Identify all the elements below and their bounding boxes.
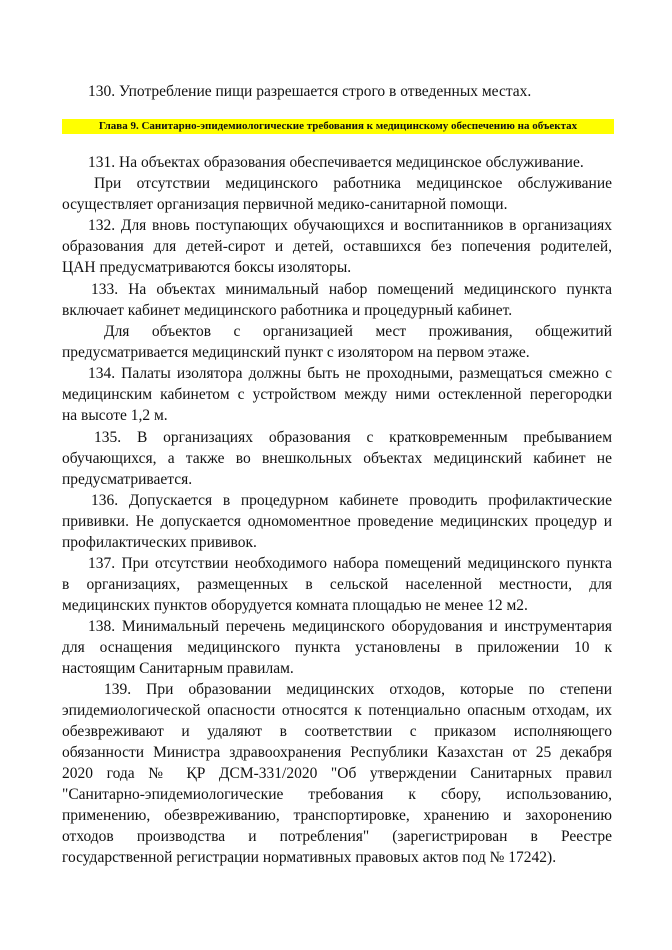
paragraph-139-line: 139. При образовании медицинских отходов, которые по степени: [104, 681, 612, 698]
paragraph-137-line: 137. При отсутствии необходимого набора помещений медицинского пункта: [88, 555, 612, 572]
paragraph-138-line: 138. Минимальный перечень медицинского оборудования и инструментария: [88, 618, 612, 635]
paragraph-133-line: Для объектов с организацией мест проживания, общежитий: [104, 323, 612, 340]
paragraph-136-line: профилактических прививок.: [62, 534, 257, 551]
paragraph-139-line: отходов производства и потребления" (зарегистрирован в Реестре: [62, 828, 612, 845]
paragraph-133-line: включает кабинет медицинского работника и процедурный кабинет.: [62, 302, 513, 319]
paragraph-130: 130. Употребление пищи разрешается строго в отведенных местах.: [88, 83, 532, 100]
paragraph-139-line: применению, обезвреживанию, транспортировке, хранению и захоронению: [62, 807, 612, 824]
paragraph-134-line: медицинским кабинетом с устройством между ними остекленной перегородки: [62, 386, 612, 403]
paragraph-139-line: государственной регистрации нормативных правовых актов под № 17242).: [62, 849, 557, 866]
paragraph-139-line: обязанности Министра здравоохранения Республики Казахстан от 25 декабря: [62, 744, 612, 761]
paragraph-132-line: образования для детей-сирот и детей, оставшихся без попечения родителей,: [62, 238, 612, 255]
paragraph-135-line: обучающихся, а также во внешкольных объектах медицинский кабинет не: [62, 450, 612, 467]
paragraph-136-line: прививки. Не допускается одномоментное проведение медицинских процедур и: [62, 513, 612, 530]
paragraph-132-line: ЦАН предусматриваются боксы изоляторы.: [62, 259, 352, 276]
paragraph-135-line: 135. В организациях образования с кратковременным пребыванием: [94, 429, 612, 446]
paragraph-136-line: 136. Допускается в процедурном кабинете проводить профилактические: [91, 492, 612, 509]
paragraph-132-line: 132. Для вновь поступающих обучающихся и воспитанников в организациях: [88, 217, 612, 234]
paragraph-134-line: на высоте 1,2 м.: [62, 407, 168, 424]
paragraph-139-line: обезвреживают и удаляют в соответствии с приказом исполняющего: [62, 723, 612, 740]
paragraph-139-line: эпидемиологической опасности относятся к потенциально опасным отходам, их: [62, 702, 612, 719]
paragraph-135-line: предусматривается.: [62, 471, 193, 488]
paragraph-134-line: 134. Палаты изолятора должны быть не проходными, размещаться смежно с: [88, 365, 612, 382]
paragraph-138-line: для оснащения медицинского пункта установлены в приложении 10 к: [62, 639, 612, 656]
paragraph-139-line: 2020 года № ҚР ДСМ-331/2020 "Об утверждении Санитарных правил: [62, 765, 612, 782]
paragraph-138-line: настоящим Санитарным правилам.: [62, 660, 294, 677]
paragraph-137-line: в организациях, размещенных в сельской населенной местности, для: [62, 576, 612, 593]
chapter-heading: Глава 9. Санитарно-эпидемиологические требования к медицинскому обеспечению на объектах: [62, 119, 614, 134]
paragraph-137-line: медицинских пунктов оборудуется комната площадью не менее 12 м2.: [62, 597, 528, 614]
paragraph-131-line: 131. На объектах образования обеспечивается медицинское обслуживание.: [88, 154, 584, 171]
paragraph-131-line: При отсутствии медицинского работника медицинское обслуживание: [94, 175, 612, 192]
paragraph-133-line: 133. На объектах минимальный набор помещений медицинского пункта: [91, 281, 612, 298]
paragraph-139-line: "Санитарно-эпидемиологические требования к сбору, использованию,: [62, 786, 612, 803]
paragraph-131-line: осуществляет организация первичной медико-санитарной помощи.: [62, 196, 508, 213]
paragraph-133-line: предусматривается медицинский пункт с изолятором на первом этаже.: [62, 344, 530, 361]
